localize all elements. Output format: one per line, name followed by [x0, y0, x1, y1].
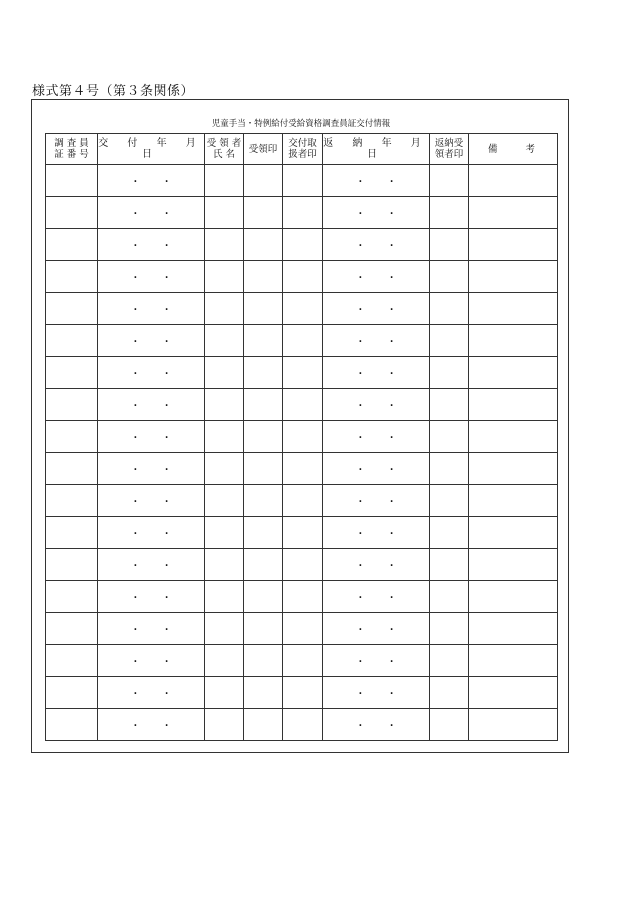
cell-return-date [323, 165, 430, 197]
header-recipient-name-line1: 受 領 者 [206, 138, 242, 149]
date-placeholder: ・ ・ [130, 241, 172, 252]
table-row [46, 453, 558, 485]
cell-recipient-name [205, 581, 244, 613]
table-row [46, 645, 558, 677]
date-placeholder: ・ ・ [355, 241, 397, 252]
date-placeholder: ・ ・ [355, 657, 397, 668]
cell-issue-date [98, 293, 205, 325]
cell-recipient-name [205, 613, 244, 645]
table-row [46, 293, 558, 325]
date-placeholder: ・ ・ [130, 657, 172, 668]
cell-remarks [469, 261, 558, 293]
header-remarks: 備 考 [469, 134, 558, 165]
cell-remarks [469, 549, 558, 581]
cell-issuer-seal [283, 613, 323, 645]
table-row [46, 197, 558, 229]
cell-receipt-seal [244, 325, 283, 357]
table-row [46, 389, 558, 421]
cell-return-date [323, 645, 430, 677]
date-placeholder: ・ ・ [355, 625, 397, 636]
cell-issuer-seal [283, 581, 323, 613]
date-placeholder: ・ ・ [355, 689, 397, 700]
table-row [46, 709, 558, 741]
cell-return-receiver-seal [430, 197, 469, 229]
cell-return-receiver-seal [430, 485, 469, 517]
date-placeholder: ・ ・ [355, 177, 397, 188]
date-placeholder: ・ ・ [130, 465, 172, 476]
cell-return-receiver-seal [430, 357, 469, 389]
cell-receipt-seal [244, 677, 283, 709]
cell-remarks [469, 485, 558, 517]
cell-issuer-seal [283, 165, 323, 197]
date-placeholder: ・ ・ [355, 337, 397, 348]
cell-id-number [46, 517, 98, 549]
cell-issuer-seal [283, 357, 323, 389]
table-row [46, 581, 558, 613]
header-id-number [46, 134, 98, 165]
header-return-receiver-seal-line2: 領者印 [434, 149, 464, 160]
cell-recipient-name [205, 485, 244, 517]
cell-remarks [469, 645, 558, 677]
cell-id-number [46, 357, 98, 389]
cell-id-number [46, 293, 98, 325]
cell-issue-date [98, 325, 205, 357]
cell-issue-date [98, 709, 205, 741]
date-placeholder: ・ ・ [355, 561, 397, 572]
cell-receipt-seal [244, 517, 283, 549]
cell-recipient-name [205, 293, 244, 325]
cell-return-receiver-seal [430, 165, 469, 197]
date-placeholder: ・ ・ [130, 209, 172, 220]
table-row [46, 421, 558, 453]
cell-receipt-seal [244, 549, 283, 581]
cell-recipient-name [205, 453, 244, 485]
cell-issue-date [98, 549, 205, 581]
cell-remarks [469, 677, 558, 709]
date-placeholder: ・ ・ [355, 401, 397, 412]
cell-remarks [469, 709, 558, 741]
form-frame [31, 99, 569, 753]
cell-remarks [469, 421, 558, 453]
ledger-body [46, 165, 558, 741]
cell-return-date [323, 325, 430, 357]
date-placeholder: ・ ・ [130, 177, 172, 188]
cell-receipt-seal [244, 709, 283, 741]
date-placeholder: ・ ・ [355, 369, 397, 380]
cell-recipient-name [205, 421, 244, 453]
date-placeholder: ・ ・ [130, 721, 172, 732]
date-placeholder: ・ ・ [355, 305, 397, 316]
cell-issuer-seal [283, 517, 323, 549]
cell-return-receiver-seal [430, 421, 469, 453]
cell-issue-date [98, 229, 205, 261]
cell-issuer-seal [283, 453, 323, 485]
cell-remarks [469, 581, 558, 613]
cell-issuer-seal [283, 677, 323, 709]
cell-receipt-seal [244, 357, 283, 389]
table-row [46, 613, 558, 645]
cell-remarks [469, 613, 558, 645]
date-placeholder: ・ ・ [130, 337, 172, 348]
cell-issue-date [98, 165, 205, 197]
date-placeholder: ・ ・ [130, 273, 172, 284]
table-row [46, 261, 558, 293]
date-placeholder: ・ ・ [130, 689, 172, 700]
cell-remarks [469, 197, 558, 229]
header-receipt-seal: 受領印 [244, 134, 283, 165]
cell-id-number [46, 389, 98, 421]
cell-return-date [323, 485, 430, 517]
cell-issue-date [98, 677, 205, 709]
table-row [46, 677, 558, 709]
header-id-number-line1: 調 査 員 [54, 138, 89, 149]
cell-receipt-seal [244, 453, 283, 485]
cell-issue-date [98, 613, 205, 645]
cell-return-date [323, 293, 430, 325]
cell-return-date [323, 613, 430, 645]
cell-receipt-seal [244, 261, 283, 293]
header-issuer-seal-line2: 扱者印 [288, 149, 317, 160]
issuance-ledger-table [45, 133, 558, 741]
cell-issue-date [98, 421, 205, 453]
date-placeholder: ・ ・ [355, 273, 397, 284]
cell-return-receiver-seal [430, 549, 469, 581]
cell-return-date [323, 453, 430, 485]
date-placeholder: ・ ・ [130, 625, 172, 636]
cell-return-receiver-seal [430, 325, 469, 357]
cell-receipt-seal [244, 645, 283, 677]
cell-issuer-seal [283, 709, 323, 741]
cell-return-receiver-seal [430, 613, 469, 645]
table-row [46, 229, 558, 261]
cell-return-receiver-seal [430, 453, 469, 485]
cell-id-number [46, 485, 98, 517]
cell-return-receiver-seal [430, 293, 469, 325]
date-placeholder: ・ ・ [355, 529, 397, 540]
cell-return-receiver-seal [430, 709, 469, 741]
cell-return-receiver-seal [430, 581, 469, 613]
date-placeholder: ・ ・ [355, 497, 397, 508]
header-return-date: 返 納 年 月 日 [323, 134, 430, 165]
date-placeholder: ・ ・ [355, 593, 397, 604]
cell-issue-date [98, 261, 205, 293]
table-row [46, 357, 558, 389]
table-row [46, 485, 558, 517]
cell-return-date [323, 197, 430, 229]
date-placeholder: ・ ・ [355, 465, 397, 476]
cell-remarks [469, 389, 558, 421]
cell-return-date [323, 261, 430, 293]
cell-issue-date [98, 645, 205, 677]
cell-receipt-seal [244, 613, 283, 645]
cell-return-receiver-seal [430, 389, 469, 421]
cell-return-receiver-seal [430, 677, 469, 709]
cell-receipt-seal [244, 421, 283, 453]
cell-remarks [469, 453, 558, 485]
cell-return-date [323, 517, 430, 549]
date-placeholder: ・ ・ [355, 209, 397, 220]
cell-issue-date [98, 517, 205, 549]
cell-return-date [323, 229, 430, 261]
header-recipient-name [205, 134, 244, 165]
date-placeholder: ・ ・ [130, 561, 172, 572]
table-row [46, 325, 558, 357]
cell-issuer-seal [283, 549, 323, 581]
header-row [46, 134, 558, 165]
cell-id-number [46, 677, 98, 709]
cell-issuer-seal [283, 645, 323, 677]
cell-issue-date [98, 197, 205, 229]
cell-id-number [46, 645, 98, 677]
cell-issuer-seal [283, 197, 323, 229]
cell-recipient-name [205, 165, 244, 197]
cell-return-receiver-seal [430, 645, 469, 677]
header-return-receiver-seal [430, 134, 469, 165]
cell-receipt-seal [244, 389, 283, 421]
cell-id-number [46, 197, 98, 229]
form-title: 児童手当・特例給付受給資格調査員証交付情報 [211, 119, 391, 129]
date-placeholder: ・ ・ [130, 529, 172, 540]
form-number: 様式第４号（第３条関係） [32, 84, 195, 99]
cell-id-number [46, 325, 98, 357]
cell-receipt-seal [244, 581, 283, 613]
cell-recipient-name [205, 645, 244, 677]
cell-remarks [469, 293, 558, 325]
header-issuer-seal-line1: 交付取 [288, 138, 317, 149]
cell-id-number [46, 549, 98, 581]
cell-remarks [469, 165, 558, 197]
cell-issuer-seal [283, 261, 323, 293]
cell-receipt-seal [244, 485, 283, 517]
date-placeholder: ・ ・ [130, 433, 172, 444]
cell-issue-date [98, 453, 205, 485]
cell-recipient-name [205, 357, 244, 389]
cell-id-number [46, 613, 98, 645]
header-issue-date: 交 付 年 月 日 [98, 134, 205, 165]
date-placeholder: ・ ・ [130, 497, 172, 508]
cell-recipient-name [205, 261, 244, 293]
cell-receipt-seal [244, 229, 283, 261]
cell-issue-date [98, 485, 205, 517]
table-row [46, 165, 558, 197]
cell-id-number [46, 581, 98, 613]
cell-id-number [46, 453, 98, 485]
cell-id-number [46, 421, 98, 453]
cell-recipient-name [205, 229, 244, 261]
cell-recipient-name [205, 709, 244, 741]
table-row [46, 517, 558, 549]
cell-receipt-seal [244, 165, 283, 197]
cell-remarks [469, 517, 558, 549]
cell-remarks [469, 325, 558, 357]
cell-receipt-seal [244, 293, 283, 325]
date-placeholder: ・ ・ [355, 721, 397, 732]
cell-remarks [469, 357, 558, 389]
cell-issuer-seal [283, 421, 323, 453]
cell-return-date [323, 421, 430, 453]
cell-recipient-name [205, 389, 244, 421]
cell-return-receiver-seal [430, 229, 469, 261]
table-row [46, 549, 558, 581]
date-placeholder: ・ ・ [355, 433, 397, 444]
cell-recipient-name [205, 549, 244, 581]
cell-return-receiver-seal [430, 517, 469, 549]
cell-id-number [46, 261, 98, 293]
cell-issuer-seal [283, 485, 323, 517]
date-placeholder: ・ ・ [130, 593, 172, 604]
cell-return-date [323, 549, 430, 581]
header-id-number-line2: 証 番 号 [54, 149, 89, 160]
header-return-receiver-seal-line1: 返納受 [434, 138, 464, 149]
cell-issue-date [98, 581, 205, 613]
header-recipient-name-line2: 氏 名 [212, 149, 236, 160]
cell-return-date [323, 581, 430, 613]
cell-id-number [46, 709, 98, 741]
date-placeholder: ・ ・ [130, 401, 172, 412]
header-issuer-seal [283, 134, 323, 165]
cell-recipient-name [205, 517, 244, 549]
cell-id-number [46, 165, 98, 197]
cell-id-number [46, 229, 98, 261]
cell-issuer-seal [283, 325, 323, 357]
cell-recipient-name [205, 197, 244, 229]
cell-issuer-seal [283, 229, 323, 261]
date-placeholder: ・ ・ [130, 369, 172, 380]
cell-return-date [323, 389, 430, 421]
cell-return-receiver-seal [430, 261, 469, 293]
cell-recipient-name [205, 325, 244, 357]
cell-recipient-name [205, 677, 244, 709]
cell-issuer-seal [283, 293, 323, 325]
cell-return-date [323, 677, 430, 709]
date-placeholder: ・ ・ [130, 305, 172, 316]
cell-return-date [323, 709, 430, 741]
cell-issue-date [98, 357, 205, 389]
cell-return-date [323, 357, 430, 389]
cell-receipt-seal [244, 197, 283, 229]
cell-remarks [469, 229, 558, 261]
cell-issuer-seal [283, 389, 323, 421]
cell-issue-date [98, 389, 205, 421]
